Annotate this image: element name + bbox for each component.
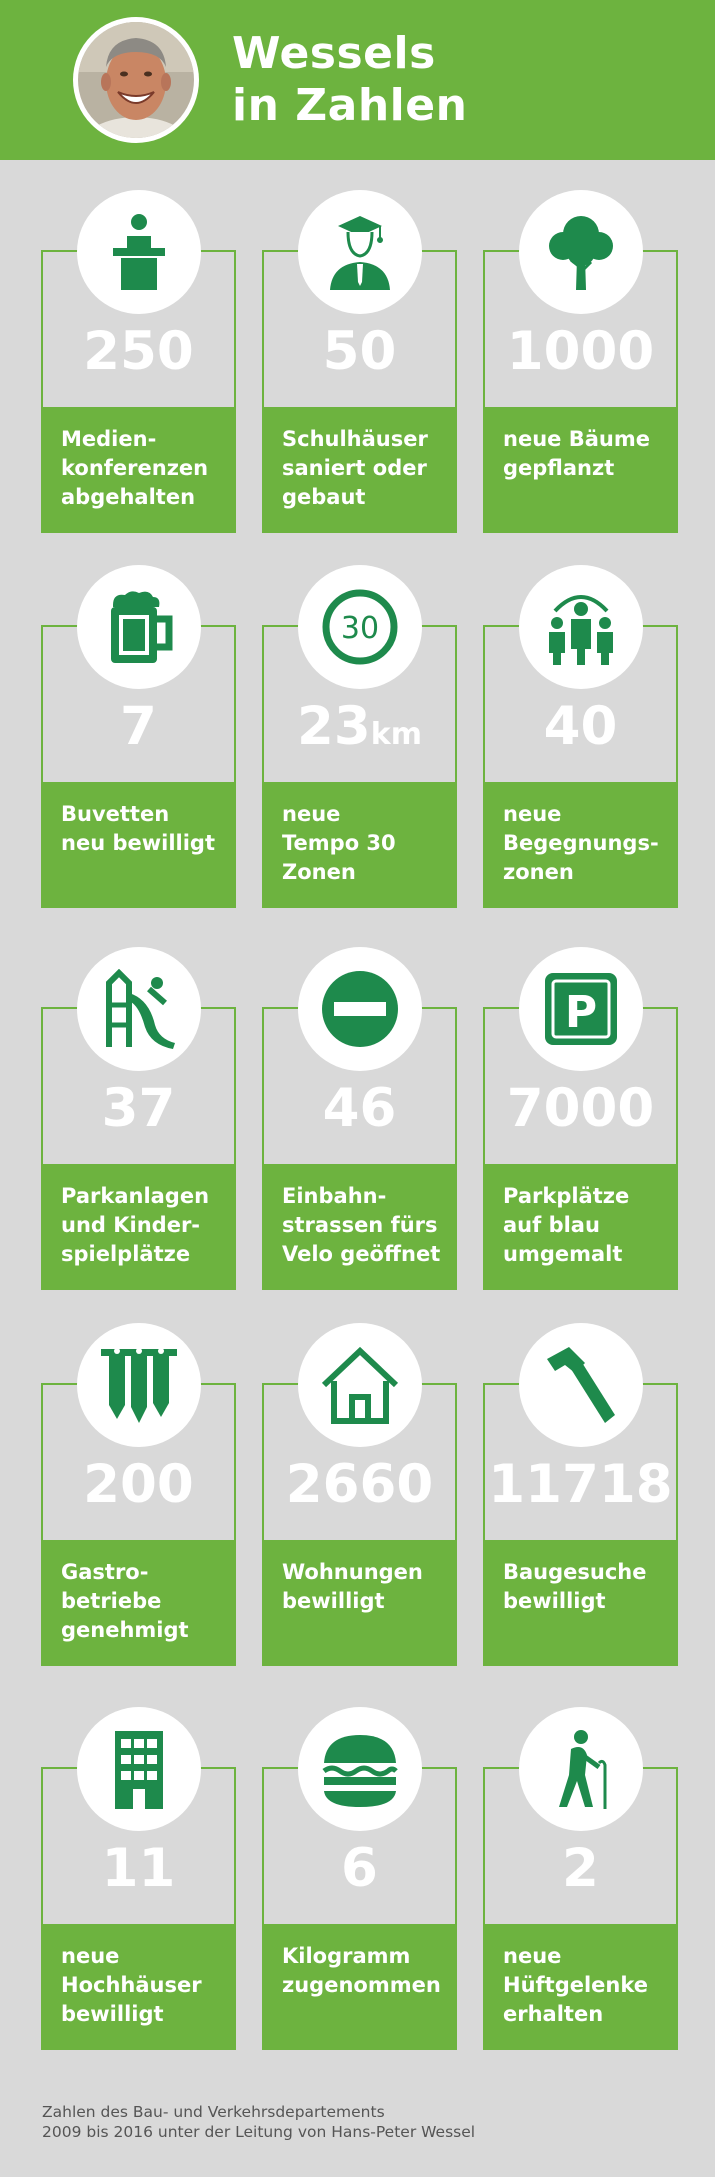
- graduate-icon: [320, 212, 400, 292]
- stat-number: 1000: [506, 321, 655, 382]
- elderly-person-cane-icon: [541, 1729, 621, 1809]
- stat-card-apartments: [262, 1383, 457, 1663]
- icon-badge: [519, 1707, 643, 1831]
- stat-label: neue Begegnungs- zonen: [503, 802, 659, 884]
- burger-icon: [320, 1729, 400, 1809]
- stat-label: Baugesuche bewilligt: [503, 1560, 647, 1613]
- icon-badge: [298, 1323, 422, 1447]
- page-title-line-1: Wessels: [232, 28, 436, 79]
- beer-mug-icon: [99, 587, 179, 667]
- stat-number: 46: [322, 1078, 397, 1139]
- svg-text:P: P: [564, 987, 598, 1038]
- label-box: [483, 1540, 678, 1666]
- stat-number: 6: [341, 1838, 378, 1899]
- stat-card-encounter-zones: [483, 625, 678, 905]
- label-box: [41, 407, 236, 533]
- icon-badge: [77, 190, 201, 314]
- source-footnote: Zahlen des Bau- und Verkehrsdepartements 2009 bis 2016 unter der Leitung von Hans-Peter Wessel: [42, 2103, 476, 2141]
- page-title: [232, 28, 467, 132]
- stat-card-hip-joints: [483, 1767, 678, 2047]
- icon-badge: [77, 1323, 201, 1447]
- stat-card-tempo-30: [262, 611, 457, 905]
- stat-card-buvetten: [41, 625, 236, 905]
- stat-card-one-way-streets: [262, 1007, 457, 1287]
- stat-label: Schulhäuser saniert oder gebaut: [282, 427, 428, 509]
- page-title-line-2: in Zahlen: [232, 80, 468, 131]
- stat-number: 2: [562, 1838, 599, 1899]
- label-box: [483, 782, 678, 908]
- stat-card-kilograms: [262, 1767, 457, 2047]
- icon-badge: [519, 565, 643, 689]
- stat-label: neue Tempo 30 Zonen: [282, 802, 396, 884]
- stat-card-media-conferences: [41, 250, 236, 530]
- stat-label: Gastro- betriebe genehmigt: [61, 1560, 189, 1642]
- hammer-icon: [541, 1345, 621, 1425]
- stat-number: 11718: [488, 1454, 673, 1515]
- label-box: [262, 1924, 457, 2050]
- stat-label: Kilogramm zugenommen: [282, 1944, 441, 1997]
- stat-number: 23km: [297, 696, 422, 757]
- playground-slide-icon: [99, 969, 179, 1049]
- label-box: [262, 1164, 457, 1290]
- label-box: [41, 1540, 236, 1666]
- no-entry-icon: [320, 969, 400, 1049]
- stat-label: neue Bäume gepflanzt: [503, 427, 650, 480]
- label-box: [262, 782, 457, 908]
- avatar: [73, 17, 199, 143]
- podium-speaker-icon: [99, 212, 179, 292]
- stat-card-gastro: [41, 1383, 236, 1663]
- stat-label: Wohnungen bewilligt: [282, 1560, 423, 1613]
- label-box: [262, 407, 457, 533]
- stat-label: Parkplätze auf blau umgemalt: [503, 1184, 630, 1266]
- stat-label: Parkanlagen und Kinder- spielplätze: [61, 1184, 210, 1266]
- icon-badge: [77, 565, 201, 689]
- label-box: [41, 1924, 236, 2050]
- stat-label: Einbahn- strassen fürs Velo geöffnet: [282, 1184, 441, 1266]
- stat-number: 200: [83, 1454, 194, 1515]
- icon-badge: [77, 947, 201, 1071]
- icon-badge: [519, 190, 643, 314]
- icon-badge: [519, 1323, 643, 1447]
- icon-badge: [298, 190, 422, 314]
- label-box: [41, 1164, 236, 1290]
- parking-icon: [541, 969, 621, 1049]
- stat-label: Medien- konferenzen abgehalten: [61, 427, 209, 509]
- stat-card-parking: [483, 987, 678, 1287]
- stat-number: 2660: [285, 1454, 434, 1515]
- stat-number: 37: [101, 1078, 176, 1139]
- icon-badge: [298, 565, 422, 689]
- portrait-photo-icon: [78, 22, 194, 138]
- stat-label: neue Hüftgelenke erhalten: [503, 1944, 649, 2026]
- stat-number: 250: [83, 321, 194, 382]
- people-group-icon: [541, 587, 621, 667]
- stat-number: 7: [120, 696, 157, 757]
- speed-limit-30-icon: [320, 587, 400, 667]
- header-banner: [0, 0, 715, 160]
- stat-number: 50: [322, 321, 397, 382]
- stat-number: 40: [543, 696, 618, 757]
- stat-card-high-rises: [41, 1767, 236, 2047]
- label-box: [483, 1164, 678, 1290]
- icon-badge: [519, 947, 643, 1071]
- stat-number: 11: [101, 1838, 176, 1899]
- house-icon: [320, 1345, 400, 1425]
- label-box: [262, 1540, 457, 1666]
- stat-label: Buvetten neu bewilligt: [61, 802, 215, 855]
- label-box: [483, 407, 678, 533]
- stat-card-building-applications: [483, 1383, 678, 1663]
- high-rise-building-icon: [99, 1729, 179, 1809]
- icon-badge: [298, 947, 422, 1071]
- butcher-meat-rack-icon: [99, 1345, 179, 1425]
- icon-badge: [298, 1707, 422, 1831]
- label-box: [41, 782, 236, 908]
- stat-label: neue Hochhäuser bewilligt: [61, 1944, 202, 2026]
- tree-icon: [541, 212, 621, 292]
- icon-badge: [77, 1707, 201, 1831]
- stat-card-schools: [262, 250, 457, 530]
- stat-number: 7000: [506, 1078, 655, 1139]
- svg-text:30: 30: [340, 611, 380, 646]
- stat-card-parks-playgrounds: [41, 1007, 236, 1287]
- label-box: [483, 1924, 678, 2050]
- stat-card-trees: [483, 250, 678, 530]
